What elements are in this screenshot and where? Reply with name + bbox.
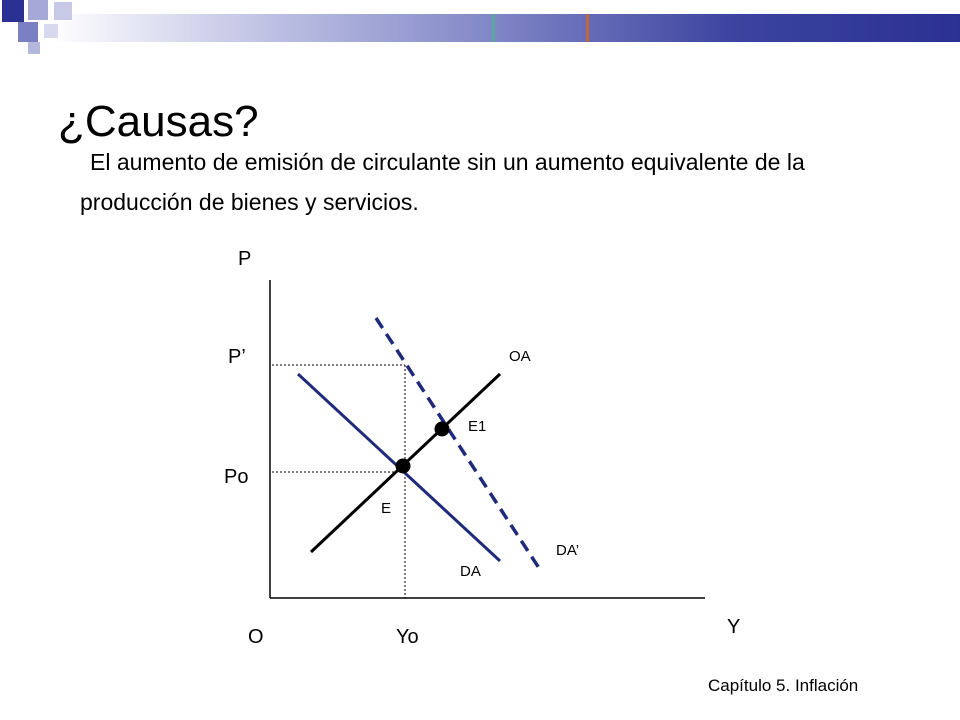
origin-label: O — [248, 626, 264, 648]
y0-label: Yo — [396, 626, 419, 648]
quantity-axis-label: Y — [727, 616, 741, 638]
slide-title: ¿Causas? — [58, 97, 259, 146]
price-axis-label: P — [238, 248, 252, 270]
supply-curve-label: OA — [509, 348, 531, 365]
equilibrium-point — [396, 459, 411, 474]
equilibrium-label: E — [381, 500, 392, 517]
footer-chapter: Capítulo 5. Inflación — [708, 676, 859, 695]
p-high-label: P’ — [228, 346, 246, 368]
slide-body: El aumento de emisión de circulante sin un aumento equivalente de la producción de bienes y servicios. — [80, 149, 805, 215]
p-low-label: Po — [224, 466, 249, 488]
demand-shifted-label: DA’ — [556, 542, 580, 559]
new-equilibrium-point — [435, 422, 450, 437]
demand-curve-label: DA — [460, 563, 481, 580]
new-equilibrium-label: E1 — [468, 418, 487, 435]
